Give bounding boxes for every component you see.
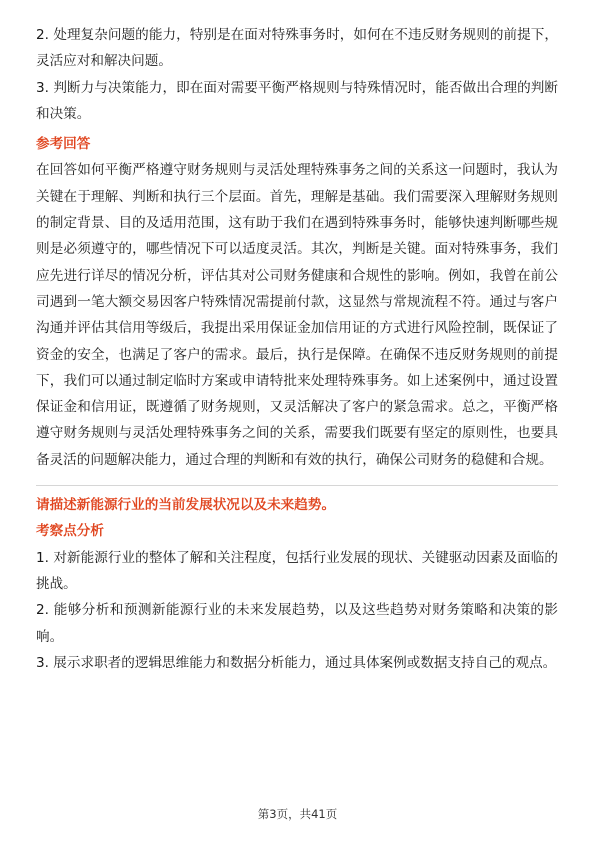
document-page [36, 22, 558, 676]
analysis-point-1: 1. 对新能源行业的整体了解和关注程度，包括行业发展的现状、关键驱动因素及面临的挑战。 [36, 549, 558, 592]
point-2: 2. 处理复杂问题的能力，特别是在面对特殊事务时，如何在不违反财务规则的前提下，灵活应对和解决问题。 [36, 27, 558, 70]
reference-answer-heading: 参考回答 [36, 136, 91, 153]
page-number-footer: 第3页，共41页 [257, 807, 338, 821]
reference-answer-body: 在回答如何平衡严格遵守财务规则与灵活处理特殊事务之间的关系这一问题时，我认为关键在于理解、判断和执行三个层面。首先，理解是基础。我们需要深入理解财务规则的制定背景、目的及适用范围，这有助于我们在遇到特殊事务时，能够快速判断哪些规则是必须遵守的，哪些情况下可以适度灵活。其次，判断是关键。面对特殊事务，我们应先进行详尽的情况分析，评估其对公司财务健康和合规性的影响。例如，我曾在前公司遇到一笔大额交易因客户特殊情况需提前付款，这显然与常规流程不符。通过与客户沟通并评估其信用等级后，我提出采用保证金加信用证的方式进行风险控制，既保证了资金的安全，也满足了客户的需求。最后，执行是保障。在确保不违反财务规则的前提下，我们可以通过制定临时方案或申请特批来处理特殊事务。如上述案例中，通过设置保证金和信用证，既遵循了财务规则，又灵活解决了客户的紧急需求。总之，平衡严格遵守财务规则与灵活处理特殊事务之间的关系，需要我们既要有坚定的原则性，也要具备灵活的问题解决能力，通过合理的判断和有效的执行，确保公司财务的稳健和合规。 [36, 162, 558, 468]
point-3: 3. 判断力与决策能力，即在面对需要平衡严格规则与特殊情况时，能否做出合理的判断和决策。 [36, 79, 558, 122]
analysis-point-3: 3. 展示求职者的逻辑思维能力和数据分析能力，通过具体案例或数据支持自己的观点。 [36, 654, 557, 671]
section-divider [36, 485, 558, 486]
analysis-point-2: 2. 能够分析和预测新能源行业的未来发展趋势，以及这些趋势对财务策略和决策的影响。 [36, 602, 558, 645]
interview-question: 请描述新能源行业的当前发展状况以及未来趋势。 [36, 497, 336, 514]
analysis-heading: 考察点分析 [36, 523, 104, 540]
